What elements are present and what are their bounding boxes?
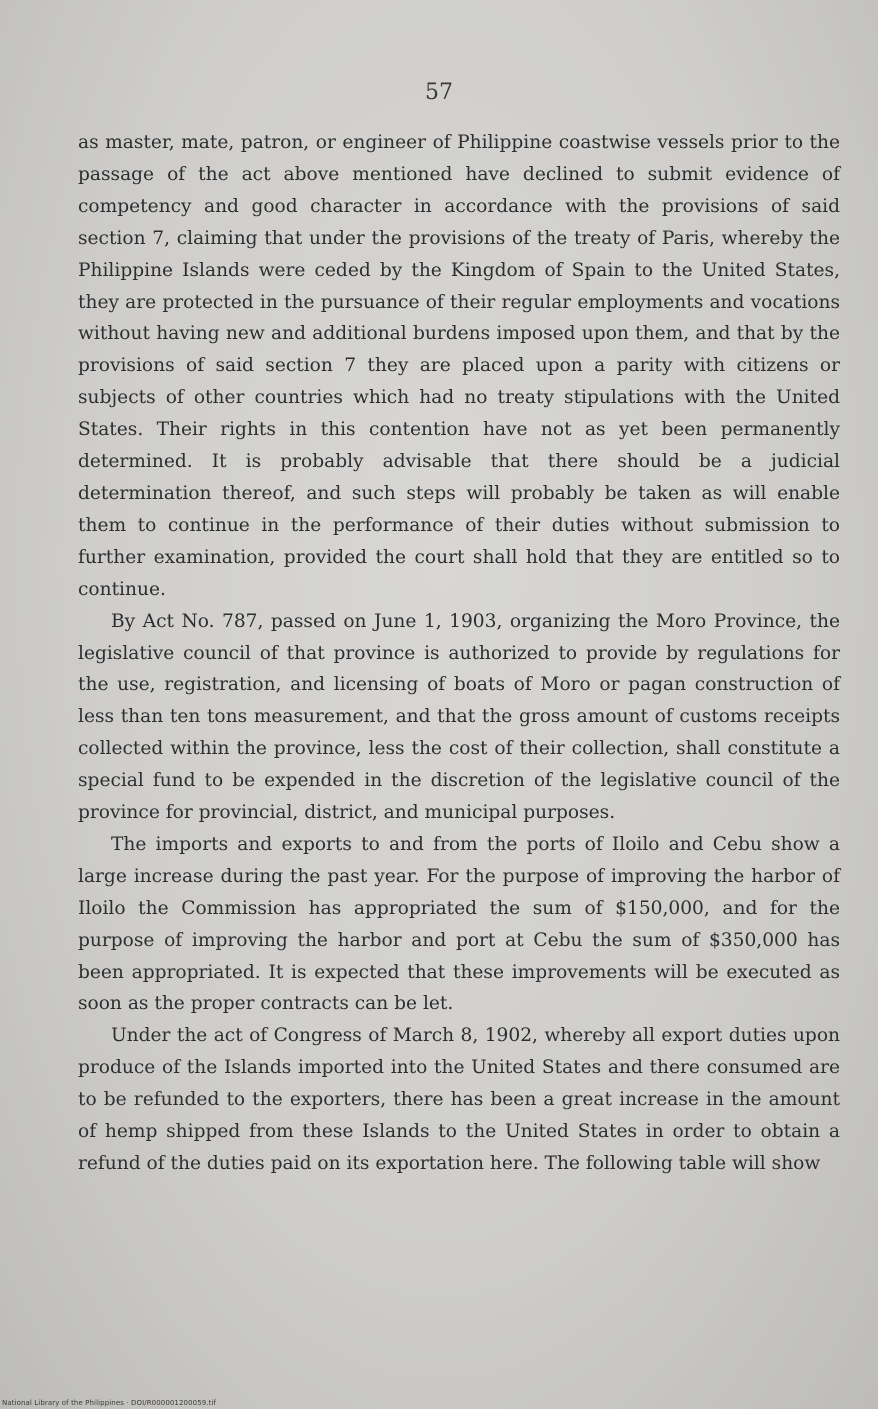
paragraph-3: The imports and exports to and from the ports of Iloilo and Cebu show a large increase during the past year. For the purpose of improving the harbor of Iloilo the Commission has appropriated the sum of $150,000, and for the purpose of improving the harbor and port at Cebu the sum of $350,000 has been appropriated. It is expected that these improvements will be executed as soon as the proper contracts can be let. bbox=[78, 833, 840, 1015]
page-number: 57 bbox=[425, 80, 453, 105]
paragraph-1: as master, mate, patron, or engineer of Philippine coastwise vessels prior to the passage of the act above mentioned have declined to submit evidence of competency and good character in accordance with the provisions of said section 7, claiming that under the provisions of the treaty of Paris, whereby the Philippine Islands were ceded by the Kingdom of Spain to the United States, they are protected in the pursuance of their regular employments and vocations without having new and additional burdens imposed upon them, and that by the provisions of said section 7 they are placed upon a parity with citizens or subjects of other countries which had no treaty stipulations with the United States. Their rights in this contention have not as yet been permanently determined. It is probably advisable that there should be a judicial determination thereof, and such steps will probably be taken as will enable them to continue in the performance of their duties without submission to further examination, provided the court shall hold that they are entitled so to continue. bbox=[78, 132, 840, 600]
scan-credit: National Library of the Philippines · DOI/R000001200059.tif bbox=[2, 1399, 217, 1407]
body-text bbox=[78, 127, 840, 1180]
paragraph-2: By Act No. 787, passed on June 1, 1903, organizing the Moro Province, the legislative council of that province is authorized to provide by regulations for the use, registration, and licensing of boats of Moro or pagan construction of less than ten tons measurement, and that the gross amount of customs receipts collected within the province, less the cost of their collection, shall constitute a special fund to be expended in the discretion of the legislative council of the province for provincial, district, and municipal purposes. bbox=[78, 610, 840, 824]
paragraph-4: Under the act of Congress of March 8, 1902, whereby all export duties upon produce of the Islands imported into the United States and there consumed are to be refunded to the exporters, there has been a great increase in the amount of hemp shipped from these Islands to the United States in order to obtain a refund of the duties paid on its exportation here. The following table will show bbox=[78, 1025, 840, 1174]
